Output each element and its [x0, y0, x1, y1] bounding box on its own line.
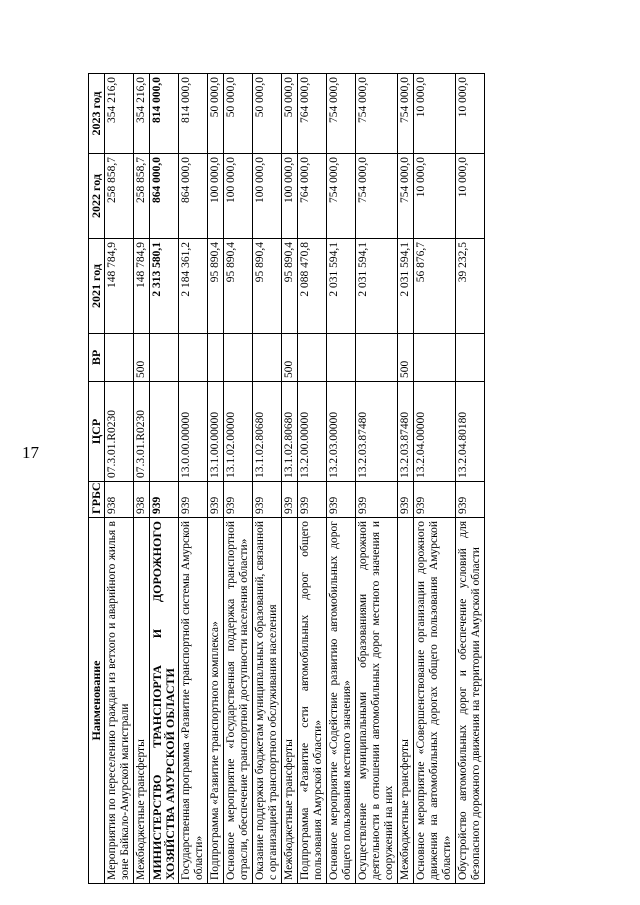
cell-2023: 354 216,0: [105, 74, 134, 154]
cell-name: Основное мероприятие «Содействие развитию автомобильных дорог общего пользования местного значения»: [327, 518, 356, 884]
cell-grbs: 939: [327, 482, 356, 518]
cell-2023: 50 000,0: [282, 74, 298, 154]
cell-grbs: 939: [253, 482, 282, 518]
cell-name: Осуществление муниципальными образованиями дорожной деятельности в отношении автомобильных дорог местного значения и сооружений на них: [356, 518, 398, 884]
cell-csr: 13.1.02.00000: [224, 382, 253, 482]
table-row: [356, 74, 398, 884]
table-row: [134, 74, 150, 884]
cell-name: Межбюджетные трансферты: [398, 518, 414, 884]
cell-vr: [179, 334, 208, 382]
cell-grbs: 939: [282, 482, 298, 518]
cell-grbs: 938: [134, 482, 150, 518]
cell-2022: 864 000,0: [150, 154, 179, 239]
cell-2021: 56 876,7: [414, 239, 456, 334]
header-2022: 2022 год: [89, 154, 105, 239]
cell-csr: 13.2.03.87480: [356, 382, 398, 482]
cell-2021: 2 313 580,1: [150, 239, 179, 334]
table-row: [456, 74, 485, 884]
cell-csr: 13.2.04.00000: [414, 382, 456, 482]
cell-csr: 13.2.00.00000: [298, 382, 327, 482]
cell-vr: [327, 334, 356, 382]
cell-grbs: 939: [398, 482, 414, 518]
cell-2023: 814 000,0: [179, 74, 208, 154]
header-grbs: ГРБС: [89, 482, 105, 518]
cell-vr: 500: [398, 334, 414, 382]
cell-2023: 50 000,0: [224, 74, 253, 154]
cell-name: Обустройство автомобильных дорог и обеспечение условий для безопасного дорожного движения на территории Амурской области: [456, 518, 485, 884]
table-row: [253, 74, 282, 884]
cell-2022: 258 858,7: [134, 154, 150, 239]
cell-2022: 754 000,0: [398, 154, 414, 239]
cell-csr: [150, 382, 179, 482]
header-2021: 2021 год: [89, 239, 105, 334]
cell-2022: 10 000,0: [414, 154, 456, 239]
budget-table: [88, 73, 485, 884]
table-row: [208, 74, 224, 884]
cell-grbs: 939: [208, 482, 224, 518]
cell-vr: [414, 334, 456, 382]
cell-vr: [253, 334, 282, 382]
cell-2021: 95 890,4: [224, 239, 253, 334]
cell-2021: 95 890,4: [253, 239, 282, 334]
cell-name: Подпрограмма «Развитие сети автомобильных дорог общего пользования Амурской области»: [298, 518, 327, 884]
cell-vr: [150, 334, 179, 382]
cell-vr: [224, 334, 253, 382]
cell-csr: 13.2.03.87480: [398, 382, 414, 482]
cell-vr: [298, 334, 327, 382]
cell-2021: 2 031 594,1: [356, 239, 398, 334]
cell-name: Государственная программа «Развитие транспортной системы Амурской области»: [179, 518, 208, 884]
cell-2022: 754 000,0: [327, 154, 356, 239]
cell-name: Основное мероприятие «Государственная поддержка транспортной отрасли, обеспечение транспортной доступности населения области»: [224, 518, 253, 884]
cell-vr: [105, 334, 134, 382]
cell-2021: 2 088 470,8: [298, 239, 327, 334]
table-row: [327, 74, 356, 884]
cell-name: Основное мероприятие «Совершенствование организации дорожного движения на автомобильных дорогах общего пользования Амурской области»: [414, 518, 456, 884]
cell-2021: 95 890,4: [208, 239, 224, 334]
cell-2021: 2 184 361,2: [179, 239, 208, 334]
table-row: [282, 74, 298, 884]
cell-name: Мероприятия по переселению граждан из ветхого и аварийного жилья в зоне Байкало-Амурской магистрали: [105, 518, 134, 884]
table-row: [398, 74, 414, 884]
table-row: [414, 74, 456, 884]
cell-2023: 10 000,0: [456, 74, 485, 154]
cell-name: МИНИСТЕРСТВО ТРАНСПОРТА И ДОРОЖНОГО ХОЗЯЙСТВА АМУРСКОЙ ОБЛАСТИ: [150, 518, 179, 884]
cell-grbs: 939: [414, 482, 456, 518]
cell-2022: 10 000,0: [456, 154, 485, 239]
cell-grbs: 938: [105, 482, 134, 518]
cell-vr: 500: [282, 334, 298, 382]
cell-csr: 13.2.04.80180: [456, 382, 485, 482]
budget-table-rotated: [88, 74, 559, 884]
header-vr: ВР: [89, 334, 105, 382]
table-row: [105, 74, 134, 884]
header-name: Наименование: [89, 518, 105, 884]
table-row: [150, 74, 179, 884]
cell-name: Межбюджетные трансферты: [134, 518, 150, 884]
table-row: [298, 74, 327, 884]
cell-vr: 500: [134, 334, 150, 382]
cell-2022: 100 000,0: [224, 154, 253, 239]
cell-2022: 764 000,0: [298, 154, 327, 239]
cell-vr: [356, 334, 398, 382]
cell-2023: 754 000,0: [398, 74, 414, 154]
cell-name: Оказание поддержки бюджетам муниципальных образований, связанной с организацией транспортного обслуживания населения: [253, 518, 282, 884]
cell-2023: 764 000,0: [298, 74, 327, 154]
cell-name: Подпрограмма «Развитие транспортного комплекса»: [208, 518, 224, 884]
cell-2023: 754 000,0: [327, 74, 356, 154]
cell-grbs: 939: [224, 482, 253, 518]
cell-grbs: 939: [150, 482, 179, 518]
table-row: [224, 74, 253, 884]
cell-2022: 100 000,0: [208, 154, 224, 239]
cell-csr: 13.2.03.00000: [327, 382, 356, 482]
cell-2022: 864 000,0: [179, 154, 208, 239]
cell-2022: 754 000,0: [356, 154, 398, 239]
cell-2021: 2 031 594,1: [327, 239, 356, 334]
cell-csr: 13.1.02.80680: [253, 382, 282, 482]
table-header-row: [89, 74, 105, 884]
cell-2021: 95 890,4: [282, 239, 298, 334]
cell-grbs: 939: [456, 482, 485, 518]
cell-csr: 07.3.01.R0230: [105, 382, 134, 482]
cell-vr: [456, 334, 485, 382]
cell-2022: 100 000,0: [253, 154, 282, 239]
cell-csr: 13.1.02.80680: [282, 382, 298, 482]
cell-2022: 100 000,0: [282, 154, 298, 239]
cell-vr: [208, 334, 224, 382]
cell-2021: 39 232,5: [456, 239, 485, 334]
cell-2021: 2 031 594,1: [398, 239, 414, 334]
cell-2021: 148 784,9: [134, 239, 150, 334]
header-2023: 2023 год: [89, 74, 105, 154]
page-number: 17: [22, 443, 39, 462]
cell-name: Межбюджетные трансферты: [282, 518, 298, 884]
cell-grbs: 939: [179, 482, 208, 518]
cell-csr: 07.3.01.R0230: [134, 382, 150, 482]
cell-2023: 10 000,0: [414, 74, 456, 154]
cell-grbs: 939: [298, 482, 327, 518]
cell-2023: 354 216,0: [134, 74, 150, 154]
cell-2023: 50 000,0: [253, 74, 282, 154]
cell-2021: 148 784,9: [105, 239, 134, 334]
cell-2022: 258 858,7: [105, 154, 134, 239]
header-csr: ЦСР: [89, 382, 105, 482]
cell-2023: 50 000,0: [208, 74, 224, 154]
table-row: [179, 74, 208, 884]
cell-2023: 754 000,0: [356, 74, 398, 154]
cell-csr: 13.0.00.00000: [179, 382, 208, 482]
cell-csr: 13.1.00.00000: [208, 382, 224, 482]
cell-grbs: 939: [356, 482, 398, 518]
cell-2023: 814 000,0: [150, 74, 179, 154]
